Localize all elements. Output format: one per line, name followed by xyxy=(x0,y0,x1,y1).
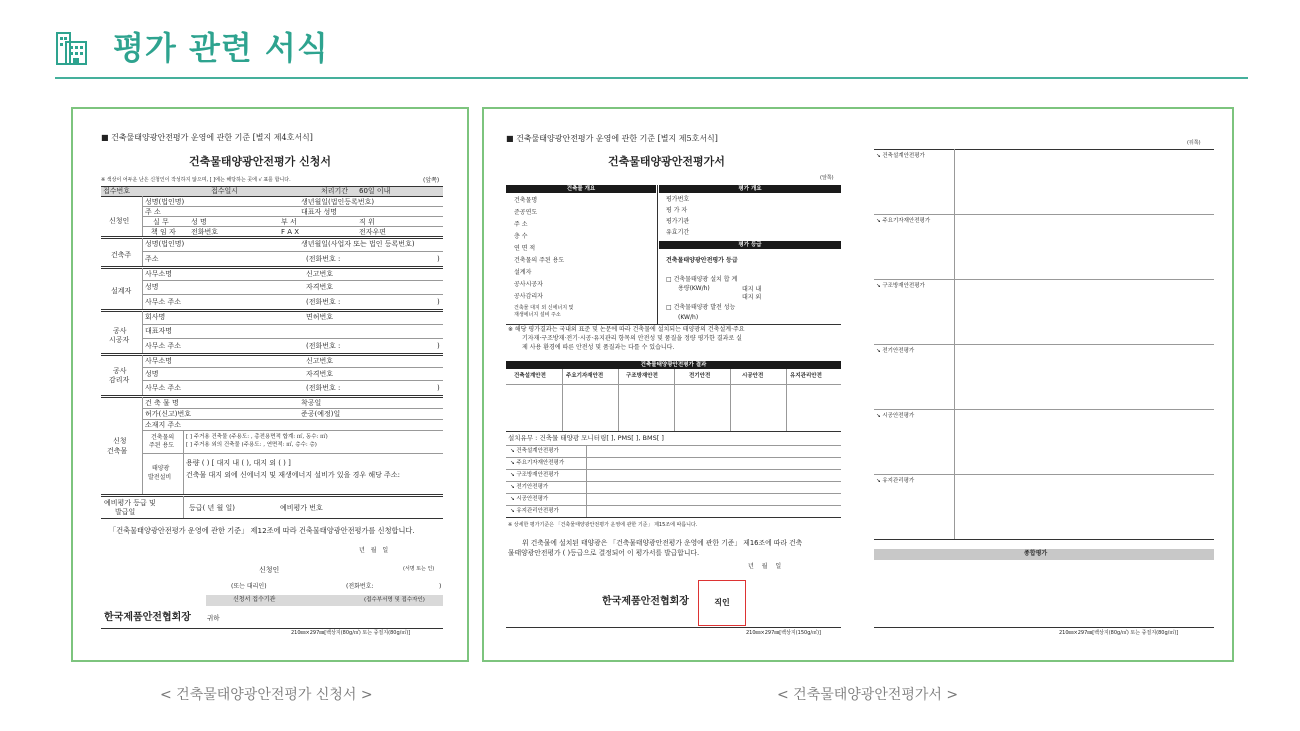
designer-report-label: 신고번호 xyxy=(306,270,334,278)
overview-item: 연 면 적 xyxy=(514,245,536,252)
form4-recipient-org: 한국제품안전협회장 xyxy=(104,612,191,623)
form4-frame xyxy=(71,107,469,662)
officer-fax-label: F A X xyxy=(281,228,300,236)
result-item-label: 시공안전평가 xyxy=(516,496,549,502)
page-title: 평가 관련 서식 xyxy=(113,29,329,67)
result-col-header: 전기안전 xyxy=(689,373,711,379)
overview-item: 재생에너지 설비 주소 xyxy=(514,312,561,318)
back-section-2: ↘ 주요기자재안전평가 xyxy=(876,218,931,224)
result-item-1: ↘ 건축설계안전평가 xyxy=(510,448,559,454)
constructor-phone-label: (전화번호 : xyxy=(306,342,341,350)
officer-email-label: 전자우편 xyxy=(359,228,387,236)
back-section-1: ↘ 건축설계안전평가 xyxy=(876,153,925,159)
monitoring-line: 설치유무 : 건축물 태양광 모니터링[ ], PMS[ ], BMS[ ] xyxy=(508,434,664,442)
form4-honorific: 귀하 xyxy=(207,614,220,622)
eval-overview-header: 평가 개요 xyxy=(659,185,841,193)
eval-item: 평가번호 xyxy=(666,196,690,203)
eval-item: 유효기간 xyxy=(666,229,690,236)
applicant-section-label: 신청인 xyxy=(109,217,130,225)
result-col-header: 건축설계안전 xyxy=(514,373,546,379)
building-permit-label: 허가(신고)번호 xyxy=(145,410,192,418)
caption-application-form: < 건축물태양광안전평가 신청서 > xyxy=(160,687,373,703)
form5-heading: ■ 건축물태양광안전평가 운영에 관한 기준 [별지 제5호서식] xyxy=(506,134,718,143)
result-item-2: ↘ 주요기자재안전평가 xyxy=(510,460,565,466)
result-item-4: ↘ 전기안전평가 xyxy=(510,484,549,490)
grade-label: 건축물태양광안전평가 등급 xyxy=(666,257,738,264)
designer-section-label: 설계자 xyxy=(111,287,132,295)
form4-note: ※ 색상이 어두운 난은 신청인이 작성하지 않으며, [ ]에는 해당하는 곳에 √ 표를 합니다. xyxy=(101,177,291,183)
supervisor-report-label: 신고번호 xyxy=(306,357,334,365)
supervisor-section-label-2: 감리자 xyxy=(109,376,130,384)
receipt-number-label: 접수번호 xyxy=(103,187,131,195)
applicant-name-label: 성명(법인명) xyxy=(145,198,185,206)
prelim-label-1: 예비평가 등급 및 xyxy=(104,499,156,507)
owner-address-label: 주소 xyxy=(145,255,159,263)
receipt-date-label: 접수일시 xyxy=(211,187,239,195)
capacity-inside: 대지 내 xyxy=(742,286,762,293)
owner-section-label: 건축주 xyxy=(111,251,132,259)
use-nonresidential-check: [ ] 주거용 외의 건축물 (주용도: , 연면적: ㎡, 층수: 층) xyxy=(186,442,317,448)
form4-heading: ■ 건축물태양광안전평가 운영에 관한 기준 [별지 제4호서식] xyxy=(101,133,313,142)
overall-label: 종합평가 xyxy=(1024,550,1048,557)
officer-phone-label: 전화번호 xyxy=(191,228,219,236)
supervisor-phone-label: (전화번호 : xyxy=(306,384,341,392)
overview-item: 건축물명 xyxy=(514,197,538,204)
form5-back-label: (뒤쪽) xyxy=(1187,140,1201,146)
pv-capacity-line: 용량 ( ) [ 대지 내 ( ), 대지 외 ( ) ] xyxy=(186,459,291,467)
back-section-3: ↘ 구조방재안전평가 xyxy=(876,283,925,289)
building-location-label: 소재지 주소 xyxy=(145,421,182,429)
constructor-phone-close: ) xyxy=(437,342,440,350)
supervisor-phone-close: ) xyxy=(437,384,440,392)
form4-sign-note: (서명 또는 인) xyxy=(403,566,435,572)
constructor-address-label: 사무소 주소 xyxy=(145,342,182,350)
capacity-outside: 대지 외 xyxy=(742,294,762,301)
back-section-5: ↘ 시공안전평가 xyxy=(876,413,915,419)
use-label-2: 주된 용도 xyxy=(149,442,175,449)
pv-label-1: 태양광 xyxy=(152,465,170,472)
result-header: 건축물태양광안전평가 결과 xyxy=(506,361,841,369)
applicant-birth-label: 생년월일(법인등록번호) xyxy=(301,198,375,206)
owner-birth-label: 생년월일(사업자 또는 법인 등록번호) xyxy=(301,240,415,248)
building-name-label: 건 축 물 명 xyxy=(145,399,179,407)
officer-dept-label: 부 서 xyxy=(281,218,297,226)
constructor-section-label-1: 공사 xyxy=(113,327,127,335)
form5-statement-1: 위 건축물에 설치된 태양광은 「건축물태양광안전평가 운영에 관한 기준」 제16조에 따라 건축 xyxy=(522,539,803,547)
designer-phone-label: (전화번호 : xyxy=(306,298,341,306)
capacity-unit: 용량(KW/h) xyxy=(678,285,710,292)
performance-unit: (KW/h) xyxy=(678,314,699,321)
designer-office-label: 사무소명 xyxy=(145,270,173,278)
eval-item: 평 가 자 xyxy=(666,207,688,214)
back-section-label: 주요기자재안전평가 xyxy=(882,218,931,224)
form5-title: 건축물태양광안전평가서 xyxy=(608,155,725,168)
form4-page-label: (앞쪽) xyxy=(423,177,440,184)
building-completion-label: 준공(예정)일 xyxy=(301,410,341,418)
form4-paper-spec: 210㎜×297㎜[백상지(80g/㎡) 또는 중질지(80g/㎡)] xyxy=(291,630,411,636)
back-section-label: 구조방재안전평가 xyxy=(882,283,925,289)
use-label-1: 건축물의 xyxy=(151,434,175,441)
supervisor-section-label-1: 공사 xyxy=(113,367,127,375)
form5-front xyxy=(506,129,841,649)
overview-item: 공사감리자 xyxy=(514,293,543,300)
form4-agent-phone: (전화번호: xyxy=(346,583,374,590)
use-residential-check: [ ] 주거용 건축물 (주용도: , 총전용면적 합계: ㎡, 동수: ㎡) xyxy=(186,434,328,440)
seal-label: 직인 xyxy=(714,598,730,608)
form5-back xyxy=(874,129,1214,649)
designer-phone-close: ) xyxy=(437,298,440,306)
building-start-label: 착공일 xyxy=(301,399,322,407)
form4-date: 년 월 일 xyxy=(359,547,389,554)
form4-agent-phone-close: ) xyxy=(439,583,442,590)
result-item-6: ↘ 유지관리안전평가 xyxy=(510,508,559,514)
overview-item: 준공연도 xyxy=(514,209,538,216)
result-item-label: 주요기자재안전평가 xyxy=(516,460,565,466)
processing-period-label: 처리기간 xyxy=(321,187,349,195)
pv-label-2: 발전설비 xyxy=(148,474,172,481)
eval-item: 평가기관 xyxy=(666,218,690,225)
overview-item: 층 수 xyxy=(514,233,528,240)
form4-document xyxy=(101,129,443,649)
back-section-label: 시공안전평가 xyxy=(882,413,915,419)
supervisor-name-label: 성명 xyxy=(145,370,159,378)
grade-header: 평가 등급 xyxy=(659,241,841,249)
owner-name-label: 성명(법인명) xyxy=(145,240,185,248)
overview-item: 건축물의 주된 용도 xyxy=(514,257,565,264)
result-col-header: 유지관리안전 xyxy=(790,373,822,379)
result-item-label: 유지관리안전평가 xyxy=(516,508,559,514)
result-item-5: ↘ 시공안전평가 xyxy=(510,496,549,502)
building-section-label-2: 건축물 xyxy=(107,447,128,455)
form5-back-paper-spec: 210㎜×297㎜[백상지(80g/㎡) 또는 중질지(80g/㎡)] xyxy=(1059,630,1179,636)
form5-note-1: ※ 해당 평가결과는 국내외 표준 및 논문에 따라 건축물에 설치되는 태양광의 건축설계·주요 xyxy=(508,326,745,333)
form4-receipt-stamp: (접수부서명 및 접수자인) xyxy=(364,597,425,603)
prelim-number-label: 예비평가 번호 xyxy=(280,504,323,512)
back-section-label: 유지관리평가 xyxy=(882,478,915,484)
form5-note-3: 제 사용 환경에 따른 안전성 및 품질과는 다를 수 있습니다. xyxy=(522,344,675,351)
officer-label-2: 책 임 자 xyxy=(151,228,176,236)
overview-item: 건축물 대지 외 신에너지 및 xyxy=(514,305,574,311)
result-item-label: 구조방재안전평가 xyxy=(516,472,559,478)
result-col-header: 시공안전 xyxy=(742,373,764,379)
supervisor-address-label: 사무소 주소 xyxy=(145,384,182,392)
processing-period-value: 60일 이내 xyxy=(359,187,391,195)
officer-position-label: 직 위 xyxy=(359,218,375,226)
back-section-4: ↘ 전기안전평가 xyxy=(876,348,915,354)
applicant-rep-label: 대표자 성명 xyxy=(301,208,338,216)
form5-issuer-org: 한국제품안전협회장 xyxy=(602,596,689,607)
form5-note-2: 기자재·구조방재·전기·시공·유지관리 항목의 안전성 및 품질을 정량 평가한 결과로 실 xyxy=(522,335,742,342)
building-icon xyxy=(55,30,89,66)
form5-footnote: ※ 상세한 평가기준은 「건축물태양광안전평가 운영에 관한 기준」 제15조에 따릅니다. xyxy=(508,522,698,528)
result-col-header: 구조방재안전 xyxy=(626,373,658,379)
constructor-company-label: 회사명 xyxy=(145,313,166,321)
receipt-row xyxy=(101,186,443,196)
result-item-3: ↘ 구조방재안전평가 xyxy=(510,472,559,478)
caption-evaluation-report: < 건축물태양광안전평가서 > xyxy=(777,687,959,703)
overview-item: 공사시공자 xyxy=(514,281,543,288)
capacity-check: □ 건축물태양광 설치 합 계 xyxy=(666,276,738,283)
performance-check: □ 건축물태양광 발전 성능 xyxy=(666,304,736,311)
supervisor-license-label: 자격번호 xyxy=(306,370,334,378)
constructor-license-label: 면허번호 xyxy=(306,313,334,321)
owner-phone-label: (전화번호 : xyxy=(306,255,341,263)
result-item-label: 전기안전평가 xyxy=(516,484,549,490)
prelim-label-2: 발급일 xyxy=(115,508,136,516)
officer-label-1: 실 무 xyxy=(153,218,169,226)
form4-applicant-sign: 신청인 xyxy=(259,566,280,574)
official-seal-box xyxy=(698,580,746,626)
result-item-label: 건축설계안전평가 xyxy=(516,448,559,454)
form4-statement: 「건축물태양광안전평가 운영에 관한 기준」 제12조에 따라 건축물태양광안전평가를 신청합니다. xyxy=(109,526,415,535)
form5-paper-spec: 210㎜×297㎜[백상지(150g/㎡)] xyxy=(746,630,821,636)
designer-name-label: 성명 xyxy=(145,283,159,291)
form5-statement-2: 물태양광안전평가 ( )등급으로 결정되어 이 평가서를 발급합니다. xyxy=(508,549,700,557)
header-divider xyxy=(55,77,1248,79)
form4-title: 건축물태양광안전평가 신청서 xyxy=(189,155,331,168)
owner-phone-close: ) xyxy=(437,255,440,263)
building-section-label-1: 신청 xyxy=(113,437,127,445)
overview-item: 주 소 xyxy=(514,221,528,228)
officer-name-label: 성 명 xyxy=(191,218,207,226)
constructor-section-label-2: 시공자 xyxy=(109,336,130,344)
supervisor-office-label: 사무소명 xyxy=(145,357,173,365)
overview-item: 설계자 xyxy=(514,269,532,276)
form5-frame xyxy=(482,107,1234,662)
overview-header: 건축물 개요 xyxy=(506,185,656,193)
prelim-grade-field: 등급( 년 월 일) xyxy=(189,504,235,512)
form5-date: 년 월 일 xyxy=(748,563,782,570)
applicant-address-label: 주 소 xyxy=(145,208,161,216)
form5-front-label: (앞쪽) xyxy=(820,175,834,181)
designer-license-label: 자격번호 xyxy=(306,283,334,291)
designer-address-label: 사무소 주소 xyxy=(145,298,182,306)
form4-agent-label: (또는 대리인) xyxy=(231,583,267,590)
back-section-6: ↘ 유지관리평가 xyxy=(876,478,915,484)
form4-receipt-org: 신청서 접수기관 xyxy=(233,596,276,603)
back-section-label: 전기안전평가 xyxy=(882,348,915,354)
back-section-label: 건축설계안전평가 xyxy=(882,153,925,159)
result-col-header: 주요기자재안전 xyxy=(566,373,604,379)
pv-offsite-line: 건축물 대지 외에 신에너지 및 재생에너지 설비가 있을 경우 해당 주소: xyxy=(186,471,400,479)
constructor-rep-label: 대표자명 xyxy=(145,327,173,335)
